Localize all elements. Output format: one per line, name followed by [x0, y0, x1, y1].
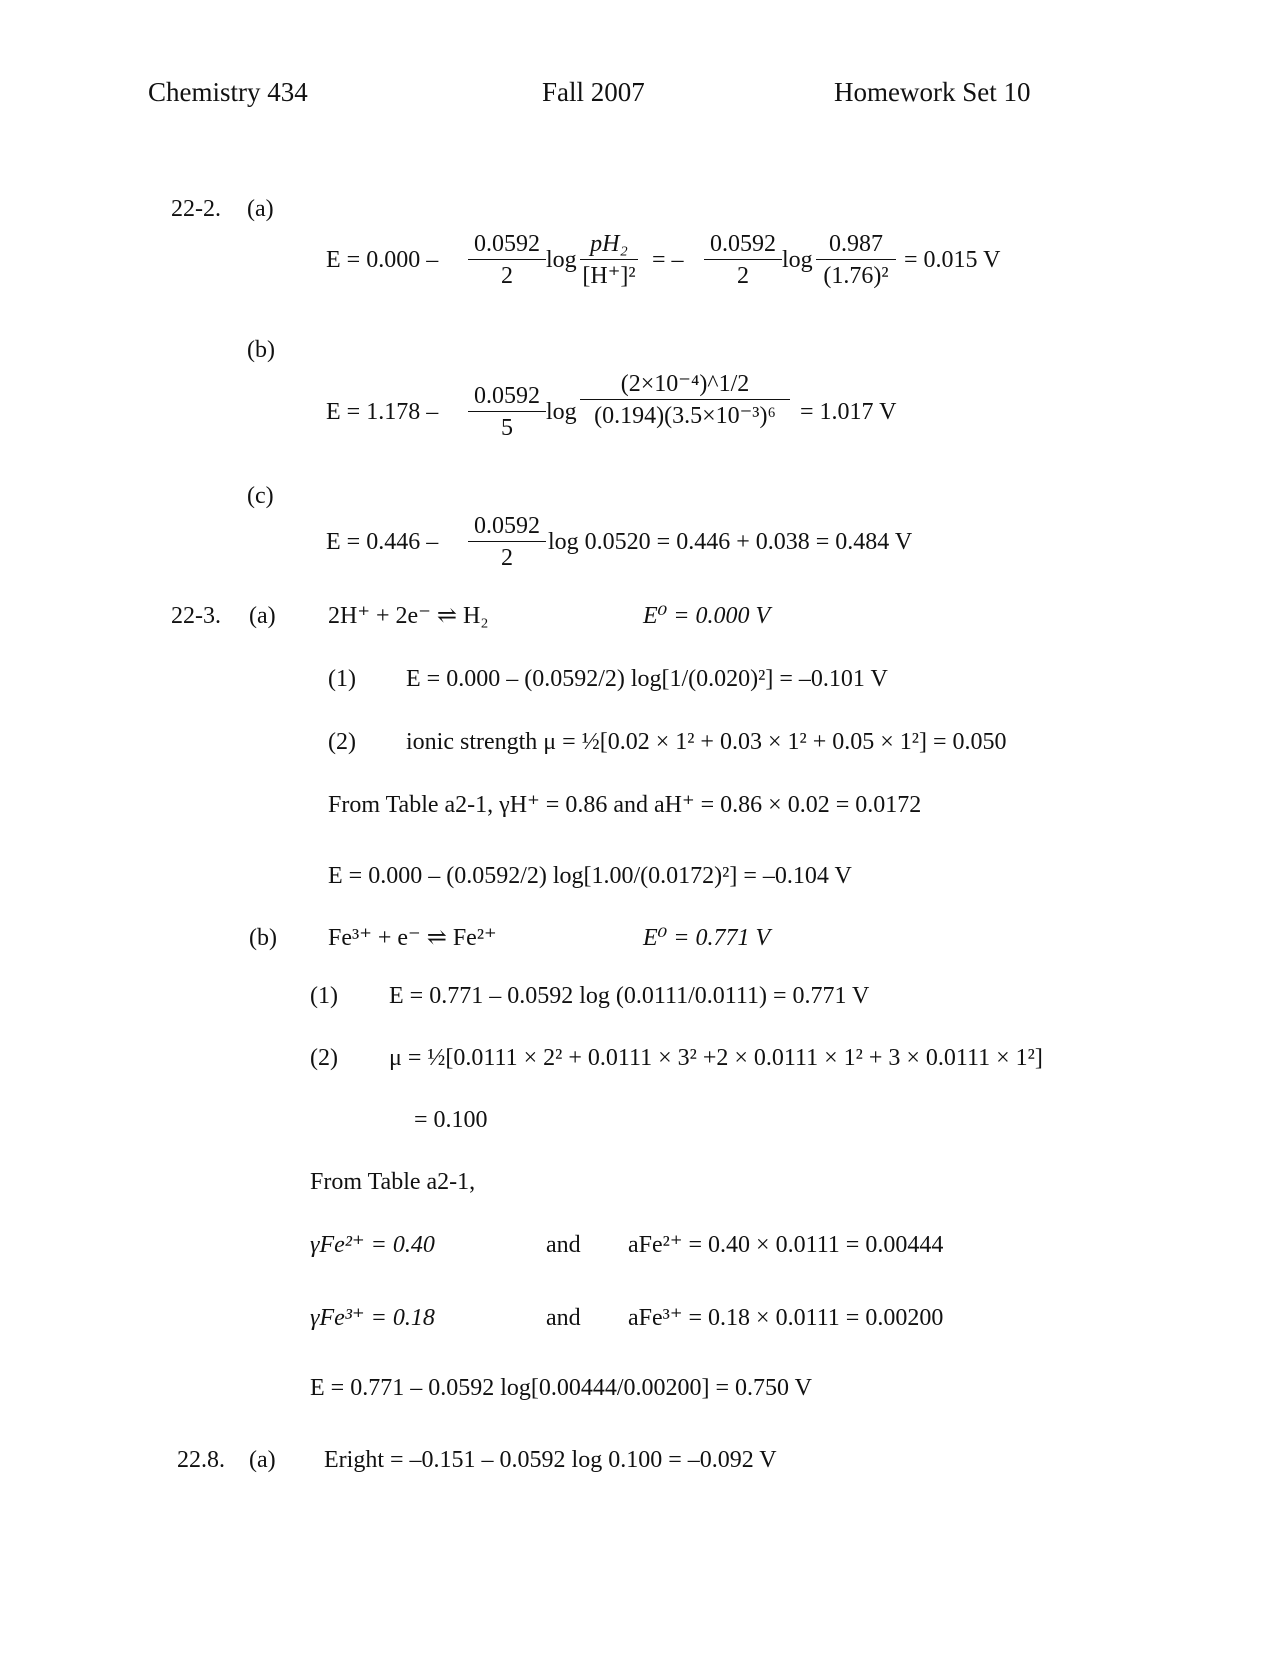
step-1-equation: E = 0.771 – 0.0592 log (0.0111/0.0111) = 0.771 V	[389, 983, 870, 1009]
step-label-2: (2)	[328, 729, 356, 755]
and-2: and	[546, 1305, 581, 1331]
ionic-strength-equation: μ = ½[0.0111 × 2² + 0.0111 × 3² +2 × 0.0111 × 1² + 3 × 0.0111 × 1²]	[389, 1045, 1043, 1071]
activity-from-table: From Table a2-1, γH⁺ = 0.86 and aH⁺ = 0.86 × 0.02 = 0.0172	[328, 792, 922, 818]
table-intro: From Table a2-1,	[310, 1169, 476, 1195]
rest: log 0.0520 = 0.446 + 0.038 = 0.484 V	[548, 529, 913, 555]
equals-minus: = –	[652, 247, 684, 273]
lhs: E = 0.446 –	[326, 529, 439, 555]
step-label-1: (1)	[328, 666, 356, 692]
concentration-fraction: $\frac{\text{(2×10⁻⁴)\textasciicircum{}1/2}}{\text{(0.194)(3.5×10⁻³)⁶}}$	[580, 372, 790, 428]
ionic-strength-result: = 0.100	[414, 1107, 488, 1133]
log-operator-2: log	[782, 247, 813, 273]
part-label-a: (a)	[249, 1447, 276, 1473]
activity-fe2: aFe²⁺ = 0.40 × 0.0111 = 0.00444	[628, 1232, 944, 1258]
part-label-c: (c)	[247, 483, 274, 509]
course-title: Chemistry 434	[148, 77, 308, 107]
term: Fall 2007	[542, 77, 645, 107]
part-label-b: (b)	[247, 337, 275, 363]
gamma-fe2: γFe²⁺ = 0.40	[310, 1232, 435, 1258]
problem-number-22-2: 22-2.	[171, 196, 221, 222]
problem-number-22-3: 22-3.	[171, 603, 221, 629]
right-electrode-potential: Eright = –0.151 – 0.0592 log 0.100 = –0.092 V	[324, 1447, 777, 1473]
step-1-equation: E = 0.000 – (0.0592/2) log[1/(0.020)²] = –0.101 V	[406, 666, 888, 692]
log-operator: log	[546, 247, 577, 273]
coefficient-fraction: $\frac{0.0592}{2}$	[468, 232, 546, 288]
standard-potential-h2: E⁰ = 0.000 V	[643, 603, 771, 629]
step-label-2: (2)	[310, 1045, 338, 1071]
coefficient-fraction: $\frac{0.0592}{2}$	[468, 514, 546, 570]
lhs: E = 1.178 –	[326, 399, 439, 425]
gamma-fe3: γFe³⁺ = 0.18	[310, 1305, 435, 1331]
part-label-a: (a)	[249, 603, 276, 629]
assignment-title: Homework Set 10	[834, 77, 1031, 107]
result: = 1.017 V	[800, 399, 897, 425]
standard-potential-fe: E⁰ = 0.771 V	[643, 925, 771, 951]
log-operator: log	[546, 399, 577, 425]
coefficient-fraction: $\frac{0.0592}{5}$	[468, 384, 546, 440]
problem-number-22-8: 22.8.	[177, 1447, 225, 1473]
part-label-a: (a)	[247, 196, 274, 222]
ionic-strength-equation: ionic strength μ = ½[0.02 × 1² + 0.03 × 1² + 0.05 × 1²] = 0.050	[406, 729, 1007, 755]
result: = 0.015 V	[904, 247, 1001, 273]
coefficient-fraction-2: $\frac{0.0592}{2}$	[704, 232, 782, 288]
final-potential-h2: E = 0.000 – (0.0592/2) log[1.00/(0.0172)²] = –0.104 V	[328, 863, 852, 889]
reaction-fe: Fe³⁺ + e⁻ ⇌ Fe²⁺	[328, 925, 497, 951]
activity-fe3: aFe³⁺ = 0.18 × 0.0111 = 0.00200	[628, 1305, 944, 1331]
pressure-fraction: $\frac{\text{pH₂}}{\text{[H⁺]²}}$	[580, 232, 638, 288]
and-1: and	[546, 1232, 581, 1258]
final-potential-fe: E = 0.771 – 0.0592 log[0.00444/0.00200] = 0.750 V	[310, 1375, 812, 1401]
step-label-1: (1)	[310, 983, 338, 1009]
value-fraction: $\frac{0.987}{\text{(1.76)²}}$	[816, 232, 896, 288]
lhs: E = 0.000 –	[326, 247, 439, 273]
part-label-b: (b)	[249, 925, 277, 951]
reaction-h2: 2H⁺ + 2e⁻ ⇌ H₂	[328, 603, 489, 629]
